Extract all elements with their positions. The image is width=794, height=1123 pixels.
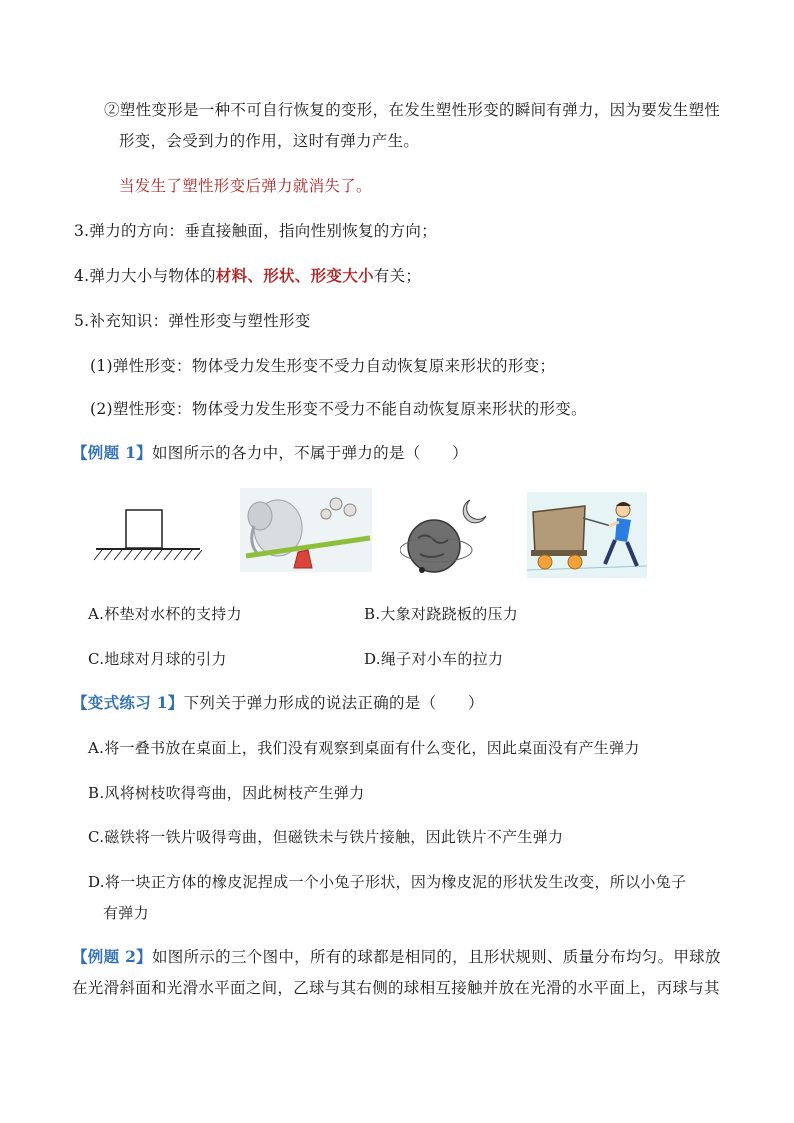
example-2-text-1: 如图所示的三个图中，所有的球都是相同的，且形状规则、质量分布均匀。甲球放 [151, 948, 721, 966]
example-2-line-1 [72, 946, 721, 968]
intro-line-2: 形变，会受到力的作用，这时有弹力产生。 [119, 132, 420, 150]
practice-1-text: 下列关于弹力形成的说法正确的是（ ） [183, 694, 484, 712]
boy-pulling-cart-figure [527, 492, 647, 578]
point-4 [74, 265, 421, 287]
cup-on-pad-figure [92, 508, 204, 564]
practice-1-option-c[interactable]: C.磁铁将一铁片吸得弯曲，但磁铁未与铁片接触，因此铁片不产生弹力 [88, 828, 564, 846]
intro-red-note: 当发生了塑性形变后弹力就消失了。 [119, 177, 372, 195]
example-1-option-c[interactable]: C.地球对月球的引力 [88, 650, 227, 668]
example-1-tag: 【例题 1】 [72, 443, 152, 462]
practice-1-option-b[interactable]: B.风将树枝吹得弯曲，因此树枝产生弹力 [88, 784, 365, 802]
example-1-option-a[interactable]: A.杯垫对水杯的支持力 [88, 605, 242, 623]
example-1-question [72, 442, 468, 464]
point-5-2: (2)塑性形变：物体受力发生形变不受力不能自动恢复原来形状的形变。 [90, 400, 587, 418]
practice-1-tag: 【变式练习 1】 [72, 693, 184, 712]
example-1-option-b[interactable]: B.大象对跷跷板的压力 [364, 605, 519, 623]
elephant-seesaw-figure [240, 488, 372, 572]
point-5-1: (1)弹性形变：物体受力发生形变不受力自动恢复原来形状的形变； [90, 357, 556, 375]
example-1-text: 如图所示的各力中，不属于弹力的是（ ） [151, 444, 468, 462]
practice-1-option-d-line-1[interactable]: D.将一块正方体的橡皮泥捏成一个小兔子形状，因为橡皮泥的形状发生改变，所以小兔子 [88, 873, 687, 891]
example-2-line-2: 在光滑斜面和光滑水平面之间，乙球与其右侧的球相互接触并放在光滑的水平面上，丙球与其 [72, 979, 720, 997]
earth-moon-figure [400, 494, 500, 580]
practice-1-question [72, 692, 484, 714]
point-4-bold: 材料、形状、形变大小 [215, 266, 374, 285]
example-2-tag: 【例题 2】 [72, 947, 152, 966]
point-4-pre: 4.弹力大小与物体的 [74, 267, 216, 285]
point-5: 5.补充知识：弹性形变与塑性形变 [74, 312, 311, 330]
point-3: 3.弹力的方向：垂直接触面，指向性别恢复的方向； [74, 222, 437, 240]
practice-1-option-d-line-2: 有弹力 [103, 904, 149, 922]
intro-line-1: ②塑性变形是一种不可自行恢复的变形，在发生塑性形变的瞬间有弹力，因为要发生塑性 [104, 101, 721, 119]
example-1-option-d[interactable]: D.绳子对小车的拉力 [364, 650, 504, 668]
point-4-post: 有关； [373, 267, 422, 285]
practice-1-option-a[interactable]: A.将一叠书放在桌面上，我们没有观察到桌面有什么变化，因此桌面没有产生弹力 [88, 739, 640, 757]
